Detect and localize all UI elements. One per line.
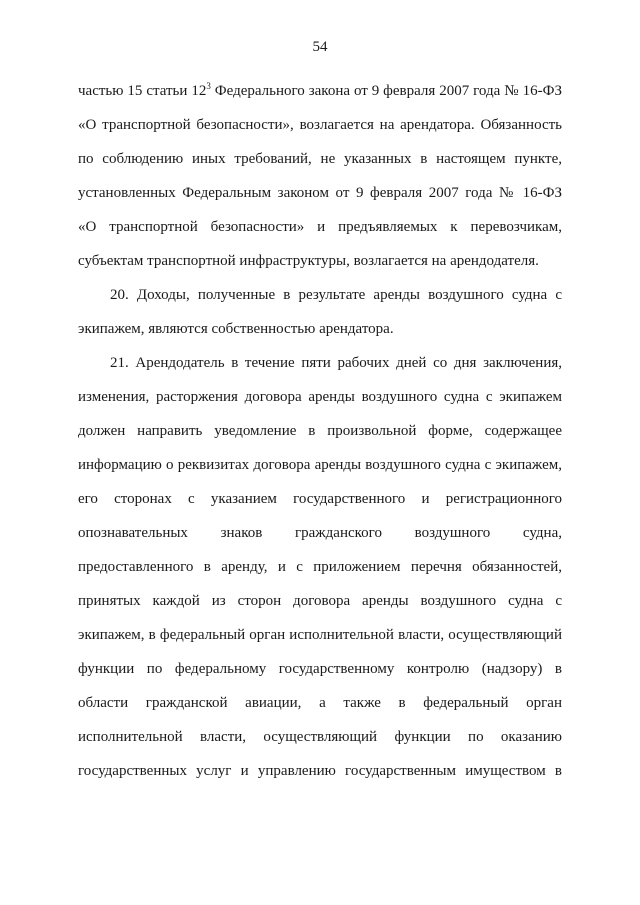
text-line xyxy=(78,414,562,448)
text-fragment: Федерального закона от 9 февраля 2007 года № 16-ФЗ xyxy=(210,83,562,99)
text-fragment: его сторонах с указанием государственного и регистрационного xyxy=(78,491,562,507)
text-fragment: принятых каждой из сторон договора аренды воздушного судна с xyxy=(78,593,562,609)
text-line xyxy=(78,618,562,652)
text-fragment: опознавательных знаков гражданского воздушного судна, xyxy=(78,525,562,541)
text-fragment: изменения, расторжения договора аренды воздушного судна с экипажем xyxy=(78,389,562,405)
text-line xyxy=(78,278,562,312)
text-line xyxy=(78,550,562,584)
text-line xyxy=(78,584,562,618)
page-number: 54 xyxy=(312,39,328,55)
document-body xyxy=(78,74,562,788)
text-fragment: по соблюдению иных требований, не указанных в настоящем пункте, xyxy=(78,151,562,167)
text-fragment: 21. Арендодатель в течение пяти рабочих дней со дня заключения, xyxy=(110,355,562,371)
text-line xyxy=(78,380,562,414)
text-fragment: области гражданской авиации, а также в федеральный орган xyxy=(78,695,562,711)
text-line xyxy=(78,754,562,788)
text-fragment: экипажем, являются собственностью арендатора. xyxy=(78,321,394,337)
text-fragment: «О транспортной безопасности», возлагается на арендатора. Обязанность xyxy=(78,117,562,133)
text-line xyxy=(78,346,562,380)
text-fragment: экипажем, в федеральный орган исполнительной власти, осуществляющий xyxy=(78,627,562,643)
text-fragment: функции по федеральному государственному контролю (надзору) в xyxy=(78,661,562,677)
text-line xyxy=(78,176,562,210)
text-line xyxy=(78,210,562,244)
text-fragment: предоставленного в аренду, и с приложением перечня обязанностей, xyxy=(78,559,562,575)
text-fragment: государственных услуг и управлению государственным имуществом в xyxy=(78,763,562,779)
text-fragment: 20. Доходы, полученные в результате аренды воздушного судна с xyxy=(110,287,562,303)
text-line xyxy=(78,686,562,720)
superscript: 3 xyxy=(206,81,211,91)
text-line xyxy=(78,244,562,278)
text-line xyxy=(78,108,562,142)
text-fragment: «О транспортной безопасности» и предъявляемых к перевозчикам, xyxy=(78,219,562,235)
text-fragment: субъектам транспортной инфраструктуры, возлагается на арендодателя. xyxy=(78,253,539,269)
text-line xyxy=(78,652,562,686)
text-line xyxy=(78,482,562,516)
text-line xyxy=(78,448,562,482)
text-fragment: должен направить уведомление в произвольной форме, содержащее xyxy=(78,423,562,439)
text-line xyxy=(78,74,562,108)
text-line xyxy=(78,516,562,550)
text-line xyxy=(78,720,562,754)
text-fragment: установленных Федеральным законом от 9 февраля 2007 года № 16-ФЗ xyxy=(78,185,562,201)
text-line xyxy=(78,312,562,346)
text-fragment: частью 15 статьи 12 xyxy=(78,83,207,99)
text-fragment: исполнительной власти, осуществляющий функции по оказанию xyxy=(78,729,562,745)
text-fragment: информацию о реквизитах договора аренды воздушного судна с экипажем, xyxy=(78,457,562,473)
text-line xyxy=(78,142,562,176)
